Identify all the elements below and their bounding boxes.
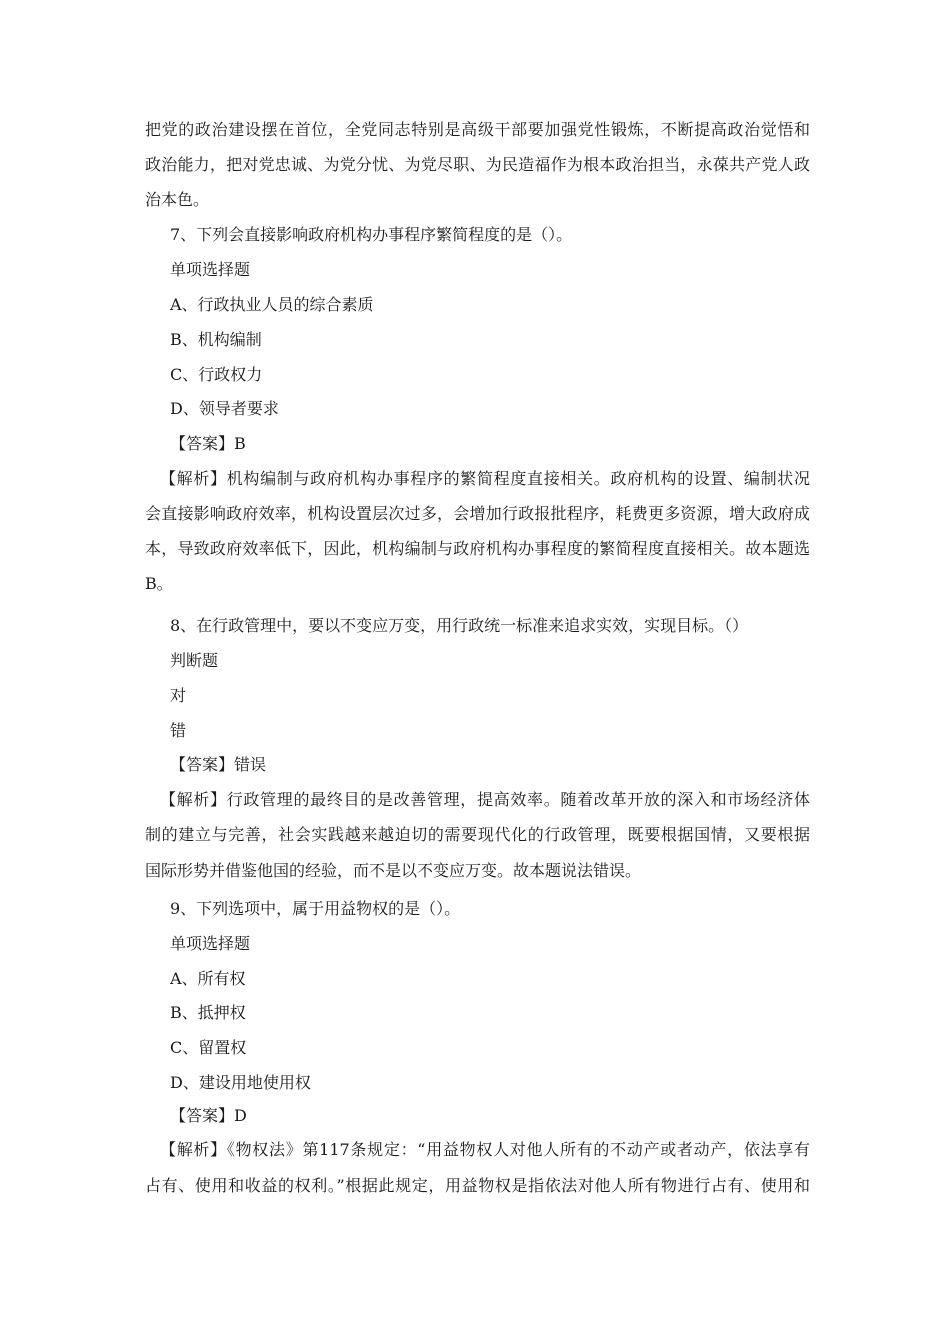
q7-type: 单项选择题 [170, 260, 251, 279]
q8-option-true: 对 [170, 686, 187, 705]
q7-option-a: A、行政执业人员的综合素质 [170, 295, 374, 314]
q9-option-b: B、抵押权 [170, 1003, 246, 1022]
q9-type: 单项选择题 [170, 934, 251, 953]
intro-line: 治本色。 [145, 190, 210, 209]
q7-option-b: B、机构编制 [170, 330, 262, 349]
intro-line: 把党的政治建设摆在首位，全党同志特别是高级干部要加强党性锻炼，不断提高政治觉悟和 [145, 120, 810, 139]
q9-option-d: D、建设用地使用权 [170, 1073, 311, 1092]
q8-stem: 8、在行政管理中，要以不变应万变，用行政统一标准来追求实效，实现目标。（） [170, 616, 749, 635]
q9-answer: 【答案】D [170, 1106, 247, 1125]
q7-analysis-line: B。 [145, 574, 173, 593]
q8-answer: 【答案】错误 [170, 755, 267, 774]
q8-analysis-line: 制的建立与完善，社会实践越来越迫切的需要现代化的行政管理，既要根据国情，又要根据 [145, 825, 810, 844]
q7-stem: 7、下列会直接影响政府机构办事程序繁简程度的是（）。 [170, 225, 573, 244]
q7-answer: 【答案】B [170, 434, 246, 453]
q7-analysis-line: 会直接影响政府效率，机构设置层次过多，会增加行政报批程序，耗费更多资源，增大政府成 [145, 504, 810, 523]
q8-type: 判断题 [170, 651, 219, 670]
q7-analysis-line: 【解析】机构编制与政府机构办事程序的繁简程度直接相关。政府机构的设置、编制状况 [160, 469, 810, 488]
q9-option-a: A、所有权 [170, 969, 246, 988]
q9-analysis-line: 占有、使用和收益的权利。”根据此规定，用益物权是指依法对他人所有物进行占有、使用和 [145, 1176, 810, 1195]
q8-analysis-line: 【解析】行政管理的最终目的是改善管理，提高效率。随着改革开放的深入和市场经济体 [160, 790, 810, 809]
intro-line: 政治能力，把对党忠诚、为党分忧、为党尽职、为民造福作为根本政治担当，永葆共产党人政 [145, 155, 810, 174]
q7-option-c: C、行政权力 [170, 365, 263, 384]
q9-option-c: C、留置权 [170, 1038, 247, 1057]
q7-option-d: D、领导者要求 [170, 399, 279, 418]
q9-analysis-line: 【解析】《物权法》第117条规定：“用益物权人对他人所有的不动产或者动产，依法享有 [160, 1140, 810, 1159]
q8-analysis-line: 国际形势并借鉴他国的经验，而不是以不变应万变。故本题说法错误。 [145, 861, 642, 880]
q7-analysis-line: 本，导致政府效率低下，因此，机构编制与政府机构办事程度的繁简程度直接相关。故本题选 [145, 539, 810, 558]
q9-stem: 9、下列选项中，属于用益物权的是（）。 [170, 899, 461, 918]
q8-option-false: 错 [170, 721, 187, 740]
